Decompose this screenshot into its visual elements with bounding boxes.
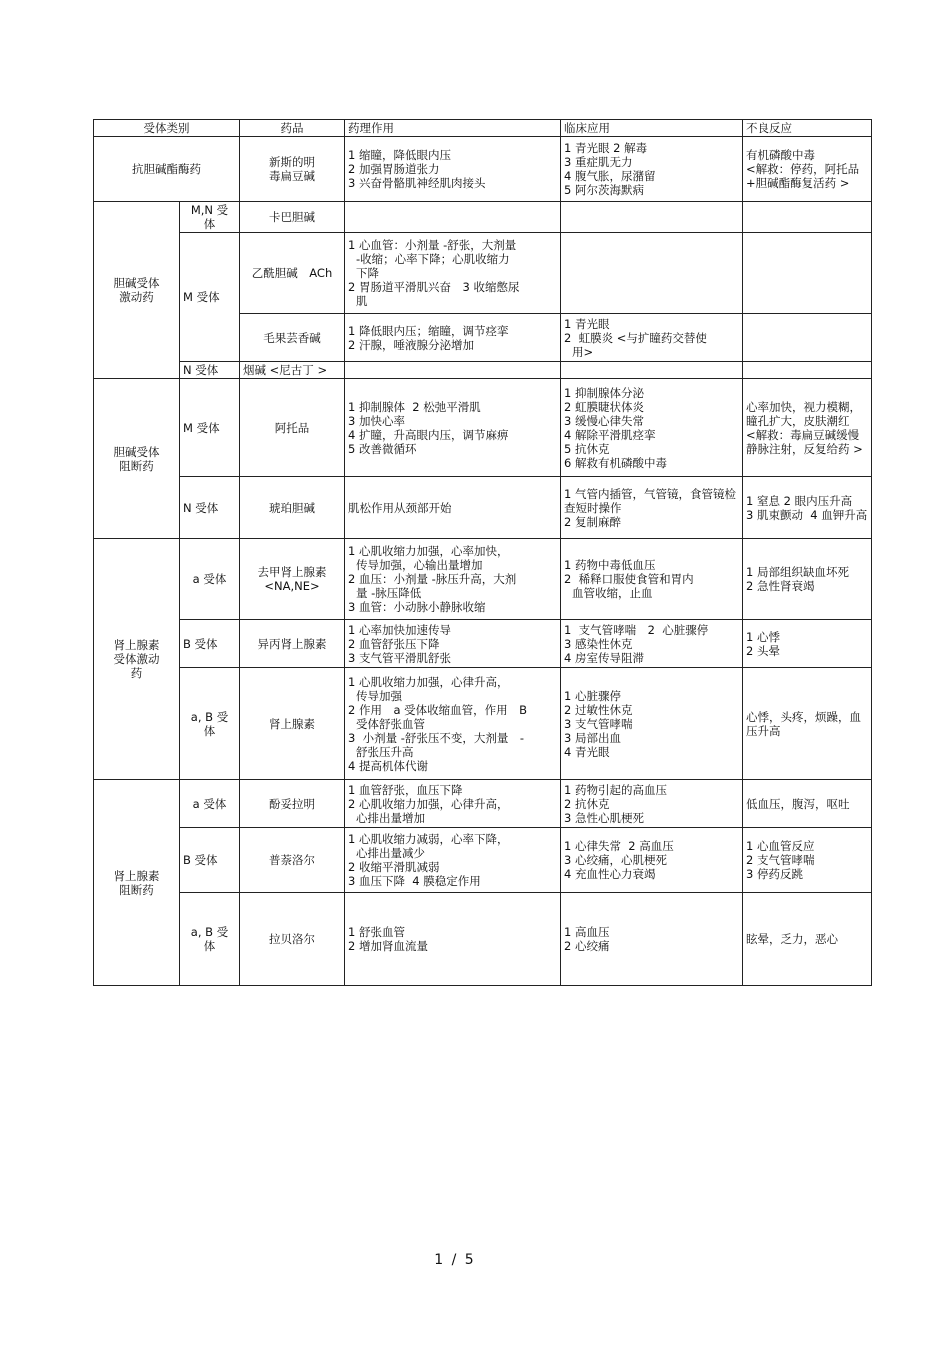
clinical-cell: 1 心律失常 2 高血压 3 心绞痛，心肌梗死 4 充血性心力衰竭 bbox=[561, 828, 743, 893]
receptor-mn: M,N 受 体 bbox=[180, 202, 240, 233]
drug-norepinephrine: 去甲肾上腺素 <NA,NE> bbox=[240, 539, 345, 620]
category-cholinergic-agonist: 胆碱受体 激动药 bbox=[94, 202, 180, 379]
clinical-cell: 1 气管内插管，气管镜，食管镜检查短时操作 2 复制麻醉 bbox=[561, 477, 743, 539]
clinical-cell: 1 抑制腺体分泌 2 虹膜睫状体炎 3 缓慢心律失常 4 解除平滑肌痉挛 5 抗休克 6 解救有机磷酸中毒 bbox=[561, 379, 743, 477]
clinical-cell: 1 心脏骤停 2 过敏性休克 3 支气管哮喘 3 局部出血 4 青光眼 bbox=[561, 668, 743, 780]
receptor-ab: a, B 受 体 bbox=[180, 668, 240, 780]
table-row bbox=[94, 233, 872, 314]
receptor-b: B 受体 bbox=[180, 620, 240, 668]
drug-labetalol: 拉贝洛尔 bbox=[240, 893, 345, 986]
clinical-cell: 1 高血压 2 心绞痛 bbox=[561, 893, 743, 986]
drug-acetylcholine: 乙酰胆碱 ACh bbox=[240, 233, 345, 314]
drug-carbachol: 卡巴胆碱 bbox=[240, 202, 345, 233]
clinical-cell bbox=[561, 362, 743, 379]
drug-table bbox=[93, 119, 872, 986]
action-cell bbox=[345, 362, 561, 379]
action-cell: 1 心肌收缩力加强，心率加快， 传导加强，心输出量增加 2 血压：小剂量 -脉压升高，大剂 量 -脉压降低 3 血管：小动脉小静脉收缩 bbox=[345, 539, 561, 620]
adverse-cell: 心悸，头疼，烦躁，血压升高 bbox=[743, 668, 872, 780]
receptor-b: B 受体 bbox=[180, 828, 240, 893]
clinical-cell bbox=[561, 202, 743, 233]
adverse-cell: 心率加快，视力模糊，瞳孔扩大，皮肤潮红 <解救：毒扁豆碱缓慢静脉注射，反复给药 > bbox=[743, 379, 872, 477]
header-category: 受体类别 bbox=[94, 120, 240, 137]
header-row bbox=[94, 120, 872, 137]
receptor-n: N 受体 bbox=[180, 477, 240, 539]
adverse-cell: 眩晕，乏力，恶心 bbox=[743, 893, 872, 986]
action-cell: 1 舒张血管 2 增加肾血流量 bbox=[345, 893, 561, 986]
header-drug: 药品 bbox=[240, 120, 345, 137]
receptor-ab: a, B 受 体 bbox=[180, 893, 240, 986]
category-adrenergic-antagonist: 肾上腺素 阻断药 bbox=[94, 780, 180, 986]
table-row bbox=[94, 202, 872, 233]
table-row bbox=[94, 539, 872, 620]
drug-epinephrine: 肾上腺素 bbox=[240, 668, 345, 780]
header-clinical: 临床应用 bbox=[561, 120, 743, 137]
header-action: 药理作用 bbox=[345, 120, 561, 137]
table-row bbox=[94, 828, 872, 893]
category-adrenergic-agonist: 肾上腺素 受体激动 药 bbox=[94, 539, 180, 780]
clinical-cell bbox=[561, 233, 743, 314]
drug-nicotine: 烟碱 <尼古丁 > bbox=[240, 362, 345, 379]
page-number: 1 / 5 bbox=[434, 1252, 476, 1268]
drug-atropine: 阿托品 bbox=[240, 379, 345, 477]
adverse-cell: 1 局部组织缺血坏死 2 急性肾衰竭 bbox=[743, 539, 872, 620]
action-cell: 1 降低眼内压；缩瞳，调节痉挛 2 汗腺，唾液腺分泌增加 bbox=[345, 314, 561, 362]
drug-pilocarpine: 毛果芸香碱 bbox=[240, 314, 345, 362]
header-adverse: 不良反应 bbox=[743, 120, 872, 137]
table-row bbox=[94, 893, 872, 986]
clinical-cell: 1 支气管哮喘 2 心脏骤停 3 感染性休克 4 房室传导阻滞 bbox=[561, 620, 743, 668]
clinical-cell: 1 药物引起的高血压 2 抗休克 3 急性心肌梗死 bbox=[561, 780, 743, 828]
drug-isoprenaline: 异丙肾上腺素 bbox=[240, 620, 345, 668]
category-anticholinesterase: 抗胆碱酯酶药 bbox=[94, 137, 240, 202]
action-cell bbox=[345, 202, 561, 233]
action-cell: 1 心血管：小剂量 -舒张，大剂量 -收缩；心率下降；心肌收缩力 下降 2 胃肠道平滑肌兴奋 3 收缩憋尿 肌 bbox=[345, 233, 561, 314]
adverse-cell bbox=[743, 314, 872, 362]
action-cell: 1 心率加快加速传导 2 血管舒张压下降 3 支气管平滑肌舒张 bbox=[345, 620, 561, 668]
table-row bbox=[94, 620, 872, 668]
receptor-m: M 受体 bbox=[180, 233, 240, 362]
table-row bbox=[94, 780, 872, 828]
drug-phentolamine: 酚妥拉明 bbox=[240, 780, 345, 828]
clinical-cell: 1 药物中毒低血压 2 稀释口服使食管和胃内 血管收缩，止血 bbox=[561, 539, 743, 620]
action-cell: 1 心肌收缩力加强，心律升高， 传导加强 2 作用 a 受体收缩血管，作用 B 受体舒张血管 3 小剂量 -舒张压不变，大剂量 - 舒张压升高 4 提高机体代谢 bbox=[345, 668, 561, 780]
table-row bbox=[94, 379, 872, 477]
receptor-n: N 受体 bbox=[180, 362, 240, 379]
adverse-cell bbox=[743, 233, 872, 314]
clinical-cell: 1 青光眼 2 虹膜炎 <与扩瞳药交替使 用> bbox=[561, 314, 743, 362]
adverse-cell: 有机磷酸中毒 <解救：停药，阿托品 +胆碱酯酶复活药 > bbox=[743, 137, 872, 202]
action-cell: 1 心肌收缩力减弱，心率下降， 心排出量减少 2 收缩平滑肌减弱 3 血压下降 4 膜稳定作用 bbox=[345, 828, 561, 893]
table-row bbox=[94, 137, 872, 202]
category-cholinergic-antagonist: 胆碱受体 阻断药 bbox=[94, 379, 180, 539]
receptor-a: a 受体 bbox=[180, 780, 240, 828]
adverse-cell: 1 心血管反应 2 支气管哮喘 3 停药反跳 bbox=[743, 828, 872, 893]
adverse-cell bbox=[743, 202, 872, 233]
receptor-a: a 受体 bbox=[180, 539, 240, 620]
action-cell: 1 抑制腺体 2 松弛平滑肌 3 加快心率 4 扩瞳，升高眼内压，调节麻痹 5 改善微循环 bbox=[345, 379, 561, 477]
drug-propranolol: 普萘洛尔 bbox=[240, 828, 345, 893]
action-cell: 1 血管舒张，血压下降 2 心肌收缩力加强，心律升高， 心排出量增加 bbox=[345, 780, 561, 828]
adverse-cell: 1 心悸 2 头晕 bbox=[743, 620, 872, 668]
clinical-cell: 1 青光眼 2 解毒 3 重症肌无力 4 腹气胀，尿潴留 5 阿尔茨海默病 bbox=[561, 137, 743, 202]
drug-succinylcholine: 琥珀胆碱 bbox=[240, 477, 345, 539]
action-cell: 1 缩瞳，降低眼内压 2 加强胃肠道张力 3 兴奋骨骼肌神经肌肉接头 bbox=[345, 137, 561, 202]
adverse-cell: 1 窒息 2 眼内压升高 3 肌束颤动 4 血钾升高 bbox=[743, 477, 872, 539]
receptor-m: M 受体 bbox=[180, 379, 240, 477]
table-row bbox=[94, 668, 872, 780]
adverse-cell: 低血压，腹泻，呕吐 bbox=[743, 780, 872, 828]
drug-neostigmine: 新斯的明 毒扁豆碱 bbox=[240, 137, 345, 202]
table-row bbox=[94, 362, 872, 379]
table-row bbox=[94, 477, 872, 539]
action-cell: 肌松作用从颈部开始 bbox=[345, 477, 561, 539]
adverse-cell bbox=[743, 362, 872, 379]
